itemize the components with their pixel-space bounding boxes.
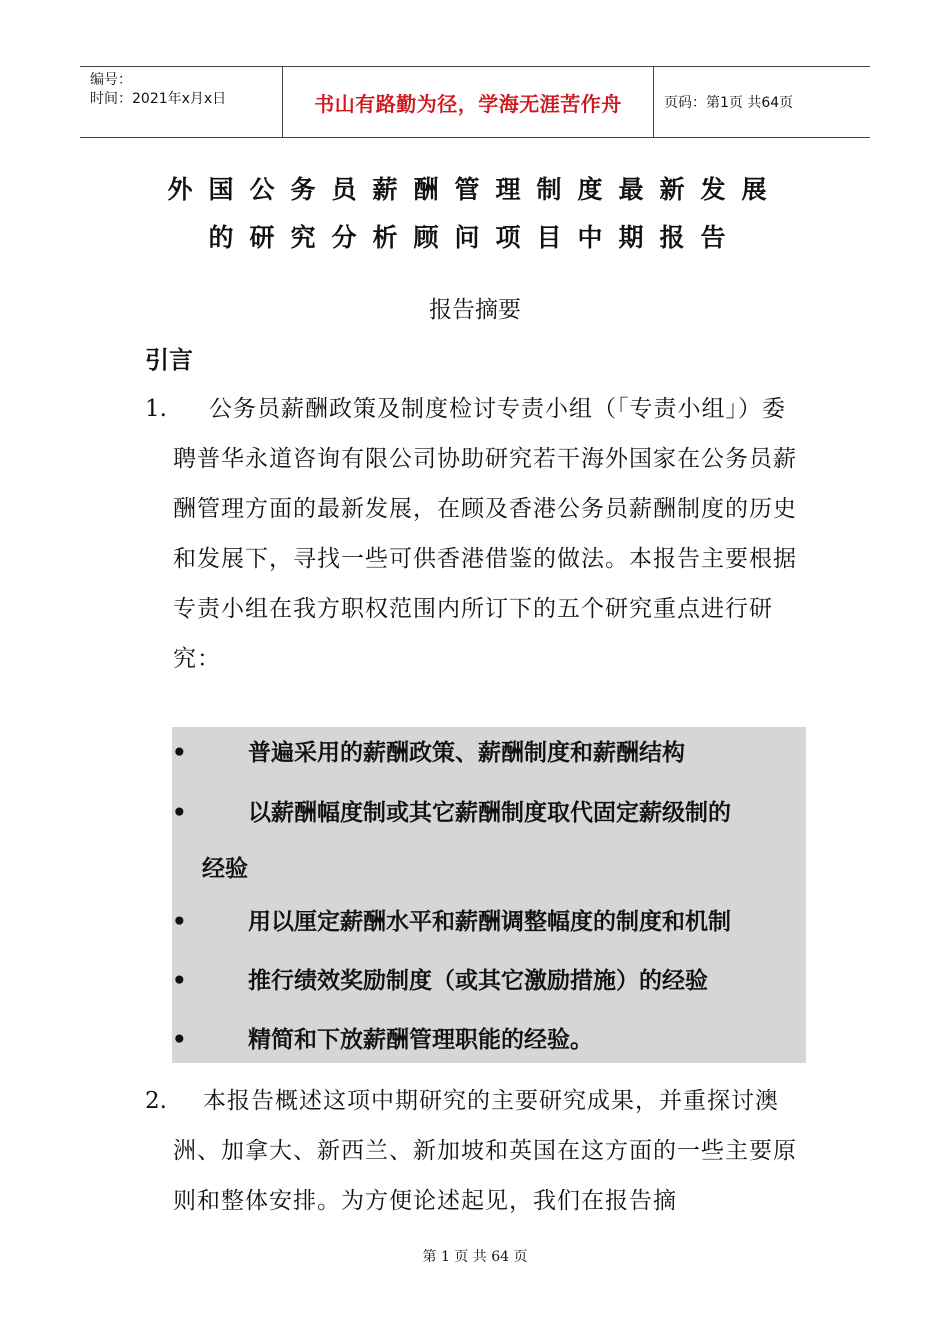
document-title-line2: 的研究分析顾问项目中期报告	[208, 223, 742, 252]
bullet-text: 用以厘定薪酬水平和薪酬调整幅度的制度和机制	[248, 909, 731, 935]
paragraph-1	[145, 384, 805, 684]
bullet-icon: •	[172, 909, 187, 935]
header-table	[80, 66, 870, 138]
paragraph-text: 本报告概述这项中期研究的主要研究成果，并重探讨澳洲、加拿大、新西兰、新加坡和英国在这方面的一些主要原则和整体安排。为方便论述起见，我们在报告摘	[173, 1088, 797, 1214]
header-left-cell	[80, 67, 282, 137]
document-title-line1: 外国公务员薪酬管理制度最新发展	[167, 175, 783, 204]
header-middle-cell	[282, 67, 654, 137]
paragraph-number: 2.	[145, 1088, 167, 1114]
bullet-icon: •	[172, 968, 187, 994]
time-label: 时间：2021年x月x日	[90, 91, 227, 107]
paragraph-2	[145, 1076, 805, 1226]
motto: 书山有路勤为径，学海无涯苦作舟	[314, 91, 622, 116]
paragraph-number: 1.	[145, 396, 167, 422]
paragraph-text: 公务员薪酬政策及制度检讨专责小组（「专责小组」）委聘普华永道咨询有限公司协助研究若干海外国家在公务员薪酬管理方面的最新发展，在顾及香港公务员薪酬制度的历史和发展下，寻找一些可供香港借鉴的做法。本报告主要根据专责小组在我方职权范围内所订下的五个研究重点进行研究：	[173, 396, 797, 672]
bullet-icon: •	[172, 800, 187, 826]
bullet-text: 推行绩效奖励制度（或其它激励措施）的经验	[248, 968, 708, 994]
number-label: 编号：	[90, 72, 132, 88]
bullet-text: 精简和下放薪酬管理职能的经验。	[248, 1027, 593, 1053]
bullet-item	[172, 785, 806, 897]
bullet-item	[172, 953, 806, 1009]
section-heading: 引言	[145, 346, 193, 374]
bullet-item	[172, 894, 806, 950]
bullet-text: 以薪酬幅度制或其它薪酬制度取代固定薪级制的	[248, 800, 731, 826]
subtitle: 报告摘要	[429, 297, 521, 323]
bullet-text: 普遍采用的薪酬政策、薪酬制度和薪酬结构	[248, 740, 685, 766]
bullet-text-continued: 经验	[202, 856, 248, 882]
page-footer: 第 1 页 共 64 页	[422, 1249, 528, 1265]
bullet-icon: •	[172, 1027, 187, 1053]
page-info: 页码：第1页 共64页	[664, 95, 794, 111]
bullet-item	[172, 1012, 806, 1068]
bullet-icon: •	[172, 740, 187, 766]
bullet-item	[172, 725, 806, 781]
